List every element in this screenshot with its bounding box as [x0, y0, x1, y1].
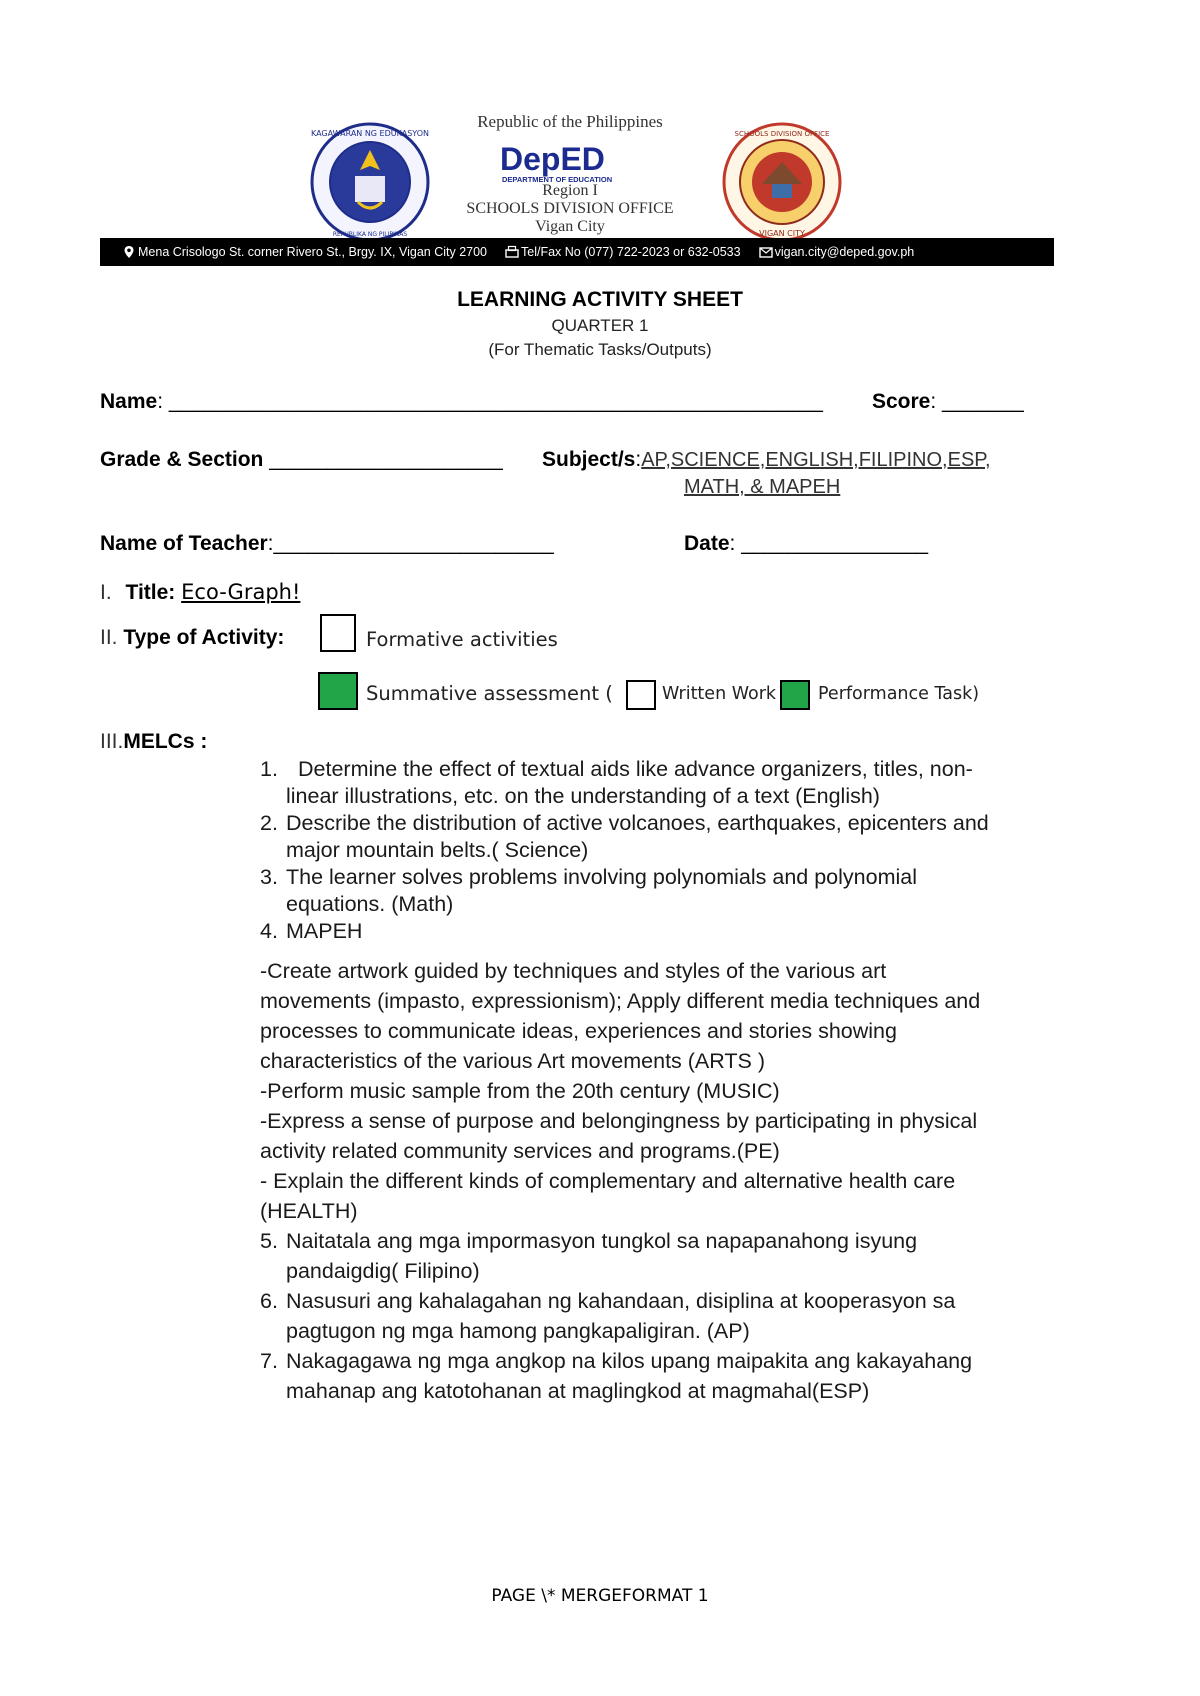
sheet-title: LEARNING ACTIVITY SHEET: [457, 288, 743, 311]
name-label: Name: [100, 390, 158, 413]
teacher-label: Name of Teacher: [100, 532, 268, 555]
grade-section-field[interactable]: [100, 448, 503, 472]
list-item: pagtugon ng mga hamong pangkapaligiran. (AP): [286, 1319, 750, 1343]
list-item: linear illustrations, etc. on the understanding of a text (English): [286, 784, 880, 808]
written-work-label: Written Work: [662, 684, 777, 704]
list-item: (HEALTH): [260, 1199, 358, 1223]
activity-type-label: [100, 626, 284, 650]
division-seal: [722, 122, 842, 242]
list-item: -Create artwork guided by techniques and styles of the various art: [260, 959, 887, 983]
title-label: Title:: [125, 581, 176, 604]
list-item: 3. The learner solves problems involving polynomials and polynomial: [260, 865, 917, 889]
score-line[interactable]: : _______: [930, 390, 1024, 413]
melcs-label: MELCs :: [123, 730, 208, 753]
email-text: vigan.city@deped.gov.ph: [774, 244, 915, 259]
subject-value-2: MATH, & MAPEH: [684, 476, 841, 498]
list-item: activity related community services and programs.(PE): [260, 1139, 780, 1163]
list-item: movements (impasto, expressionism); Apply different media techniques and: [260, 989, 981, 1013]
name-field[interactable]: [100, 390, 823, 414]
list-item: 4. MAPEH: [260, 919, 363, 943]
list-item: processes to communicate ideas, experiences and stories showing: [260, 1019, 897, 1043]
location-pin-icon: [122, 245, 136, 259]
title-roman: I.: [100, 581, 112, 604]
list-item: 7. Nakagagawa ng mga angkop na kilos upang maipakita ang kakayahang: [260, 1349, 973, 1373]
left-seal-top-text: KAGAWARAN NG EDUKASYON: [310, 129, 430, 138]
grade-line[interactable]: ____________________: [263, 448, 503, 471]
deped-logo-subtext: DEPARTMENT OF EDUCATION: [502, 175, 613, 184]
title-value: Eco-Graph!: [181, 580, 301, 604]
teacher-field[interactable]: [100, 532, 554, 556]
right-seal-bottom-text: VIGAN CITY: [759, 229, 805, 238]
subject-value-1: AP,SCIENCE,ENGLISH,FILIPINO,ESP,: [641, 449, 991, 471]
formative-checkbox[interactable]: [320, 614, 356, 652]
right-seal-top-text: SCHOOLS DIVISION OFFICE: [734, 130, 830, 138]
melcs-list-a: [260, 756, 1100, 945]
score-label: Score: [872, 390, 931, 413]
date-field[interactable]: [684, 532, 928, 556]
page-footer: PAGE \* MERGEFORMAT 1: [491, 1586, 709, 1606]
list-item: mahanap ang katotohanan at maglingkod at magmahal(ESP): [286, 1379, 870, 1403]
list-item: - Explain the different kinds of complementary and alternative health care: [260, 1169, 956, 1193]
list-item: 6. Nasusuri ang kahalagahan ng kahandaan, disiplina at kooperasyon sa: [260, 1289, 956, 1313]
subject-colon: :: [635, 448, 642, 471]
deped-seal: [310, 122, 430, 242]
city-text: Vigan City: [535, 218, 605, 235]
summative-label: Summative assessment (: [366, 682, 613, 705]
formative-label: Formative activities: [366, 628, 558, 651]
date-label: Date: [684, 532, 730, 555]
subject-field: [542, 448, 991, 472]
telfax-text: Tel/Fax No (077) 722-2023 or 632-0533: [521, 244, 741, 259]
name-line[interactable]: : ________________________________________________________: [157, 390, 823, 413]
date-line[interactable]: : ________________: [729, 532, 929, 555]
written-work-checkbox[interactable]: [626, 680, 656, 710]
list-item: -Express a sense of purpose and belongingness by participating in physical: [260, 1109, 978, 1133]
list-item: 1. Determine the effect of textual aids like advance organizers, titles, non-: [260, 757, 973, 781]
melcs-heading: [100, 730, 207, 754]
deped-logo-text: DepED: [500, 141, 605, 177]
list-item: pandaigdig( Filipino): [286, 1259, 480, 1283]
republic-text: Republic of the Philippines: [477, 112, 663, 131]
melcs-list-b: [260, 1226, 1100, 1406]
mapeh-details: [260, 956, 1100, 1226]
list-item: 2. Describe the distribution of active volcanoes, earthquakes, epicenters and: [260, 811, 989, 835]
fax-icon: [505, 245, 519, 259]
score-field[interactable]: [872, 390, 1024, 414]
list-item: characteristics of the various Art movements (ARTS ): [260, 1049, 766, 1073]
type-roman: II.: [100, 626, 118, 649]
address-bar: [100, 238, 1054, 266]
office-text: SCHOOLS DIVISION OFFICE: [466, 200, 674, 217]
left-seal-bottom-text: REPUBLIKA NG PILIPINAS: [332, 231, 408, 238]
teacher-line[interactable]: :________________________: [267, 532, 554, 555]
grade-label: Grade & Section: [100, 448, 264, 471]
list-item: equations. (Math): [286, 892, 454, 916]
list-item: -Perform music sample from the 20th century (MUSIC): [260, 1079, 780, 1103]
sheet-quarter: QUARTER 1: [551, 316, 649, 335]
deped-logo: [496, 140, 646, 186]
list-item: 5. Naitatala ang mga impormasyon tungkol sa napapanahong isyung: [260, 1229, 918, 1253]
melcs-roman: III.: [100, 730, 124, 753]
activity-title: [100, 580, 300, 605]
email-icon: [759, 245, 773, 259]
list-item: major mountain belts.( Science): [286, 838, 589, 862]
address-text: Mena Crisologo St. corner Rivero St., Brgy. IX, Vigan City 2700: [138, 244, 487, 259]
subject-label: Subject/s: [542, 448, 636, 471]
region-text: Region I: [542, 182, 598, 199]
type-label: Type of Activity:: [123, 626, 285, 649]
sheet-subtitle: (For Thematic Tasks/Outputs): [488, 340, 712, 359]
performance-task-checkbox[interactable]: [780, 680, 810, 710]
performance-task-label: Performance Task): [818, 684, 980, 704]
summative-checkbox[interactable]: [318, 672, 358, 710]
